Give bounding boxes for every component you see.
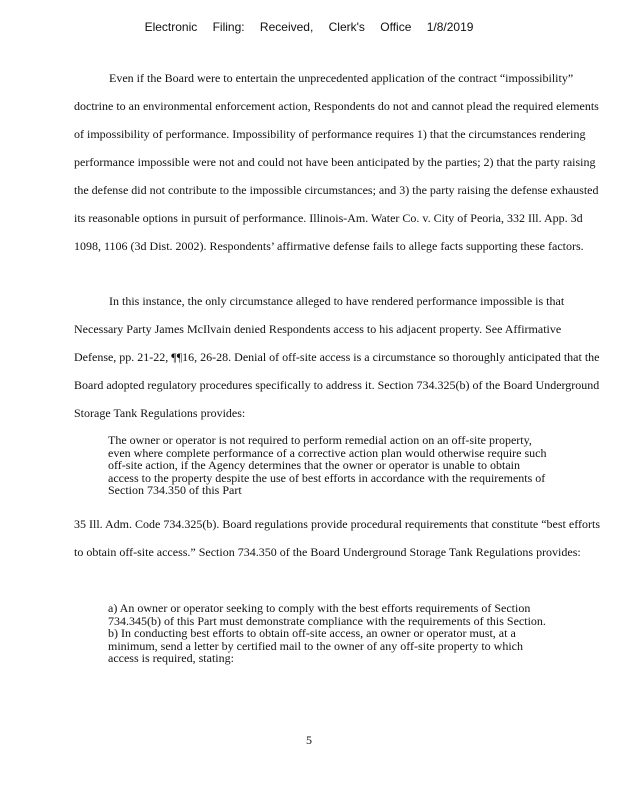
quoted-regulation-text: The owner or operator is not required to perform remedial action on an off-site property, even where complete performance of a corrective action plan would otherwise require such off-site action, if the Agency determines that the owner or operator is unable to obtain access to the property despite the use of best efforts in accordance with the requirements of Section 734.350 of this Part — [108, 433, 547, 497]
page-number: 5 — [306, 733, 312, 747]
quoted-regulation-item-b: b) In conducting best efforts to obtain off-site access, an owner or operator must, at a minimum, send a letter by certified mail to the owner of any off-site property to which access is required, stating: — [108, 626, 523, 665]
paragraph-impossibility-elements — [74, 64, 604, 260]
block-quote-734-325 — [108, 434, 548, 497]
body-paragraph: 35 Ill. Adm. Code 734.325(b). Board regulations provide procedural requirements that constitute “best efforts to obtain off-site access.” Section 734.350 of the Board Underground Storage Tank Regulations provides: — [74, 517, 600, 559]
paragraph-denial-of-access — [74, 287, 604, 427]
paragraph-best-efforts — [74, 510, 604, 566]
block-quote-734-350 — [108, 602, 548, 665]
body-paragraph: Even if the Board were to entertain the unprecedented application of the contract “impossibility” doctrine to an environmental enforcement action, Respondents do not and cannot plead the required elements of impossibility of performance. Impossibility of performance requires 1) that the circumstances rendering performance impossible were not and could not have been anticipated by the parties; 2) that the party raising the defense did not contribute to the impossible circumstances; and 3) the party raising the defense exhausted its reasonable options in pursuit of performance. Illinois-Am. Water Co. v. City of Peoria, 332 Ill. App. 3d 1098, 1106 (3d Dist. 2002). Respondents’ affirmative defense fails to allege facts supporting these factors. — [74, 71, 599, 253]
filing-stamp-header: Electronic Filing: Received, Clerk's Office 1/8/2019 — [144, 20, 474, 34]
quoted-regulation-item-a: a) An owner or operator seeking to comply with the best efforts requirements of Section 734.345(b) of this Part must demonstrate compliance with the requirements of this Section. — [108, 601, 546, 628]
body-paragraph: In this instance, the only circumstance alleged to have rendered performance impossible is that Necessary Party James McIlvain denied Respondents access to his adjacent property. See Affirmative Defense, pp. 21-22, ¶¶16, 26-28. Denial of off-site access is a circumstance so thoroughly anticipated that the Board adopted regulatory procedures specifically to address it. Section 734.325(b) of the Board Underground Storage Tank Regulations provides: — [74, 294, 600, 420]
